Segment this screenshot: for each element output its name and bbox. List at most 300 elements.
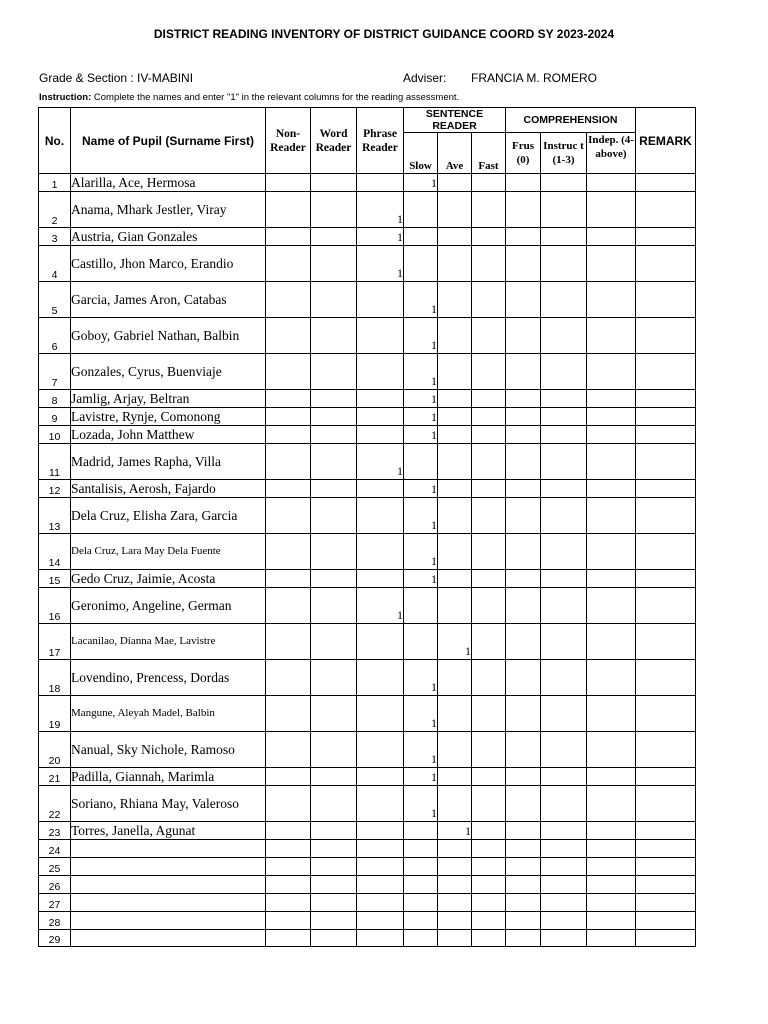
header-fast: Fast <box>472 133 506 174</box>
pupil-name: Anama, Mhark Jestler, Viray <box>71 192 266 228</box>
cell-slow <box>404 822 438 840</box>
cell-remark <box>636 174 696 192</box>
cell-frus <box>506 444 541 480</box>
cell-instruc <box>541 840 587 858</box>
cell-phrase-reader: 1 <box>357 228 404 246</box>
cell-fast <box>472 696 506 732</box>
row-number: 15 <box>39 570 71 588</box>
cell-slow: 1 <box>404 534 438 570</box>
table-row <box>39 354 696 390</box>
row-number: 28 <box>39 912 71 930</box>
cell-indep <box>587 894 636 912</box>
header-sentence-reader: SENTENCE READER <box>404 108 506 133</box>
cell-fast <box>472 408 506 426</box>
cell-fast <box>472 930 506 947</box>
cell-phrase-reader <box>357 426 404 444</box>
cell-ave <box>438 786 472 822</box>
cell-instruc <box>541 732 587 768</box>
cell-word-reader <box>311 768 357 786</box>
cell-phrase-reader <box>357 822 404 840</box>
cell-ave <box>438 660 472 696</box>
table-row <box>39 318 696 354</box>
cell-fast <box>472 246 506 282</box>
cell-non-reader <box>266 282 311 318</box>
pupil-name <box>71 840 266 858</box>
cell-fast <box>472 786 506 822</box>
cell-word-reader <box>311 318 357 354</box>
cell-indep <box>587 840 636 858</box>
cell-ave <box>438 246 472 282</box>
cell-slow: 1 <box>404 660 438 696</box>
cell-instruc <box>541 390 587 408</box>
cell-ave <box>438 858 472 876</box>
cell-frus <box>506 876 541 894</box>
cell-phrase-reader <box>357 174 404 192</box>
cell-slow <box>404 192 438 228</box>
pupil-name: Lacanilao, Dianna Mae, Lavistre <box>71 624 266 660</box>
cell-slow <box>404 246 438 282</box>
cell-indep <box>587 786 636 822</box>
cell-non-reader <box>266 732 311 768</box>
cell-slow: 1 <box>404 768 438 786</box>
cell-fast <box>472 318 506 354</box>
cell-slow: 1 <box>404 426 438 444</box>
table-row <box>39 390 696 408</box>
pupil-name: Austria, Gian Gonzales <box>71 228 266 246</box>
cell-phrase-reader <box>357 354 404 390</box>
cell-ave <box>438 768 472 786</box>
cell-ave <box>438 912 472 930</box>
cell-non-reader <box>266 840 311 858</box>
cell-non-reader <box>266 660 311 696</box>
header-comprehension: COMPREHENSION <box>506 108 636 133</box>
table-row <box>39 228 696 246</box>
table-row <box>39 768 696 786</box>
table-row <box>39 732 696 768</box>
cell-slow <box>404 624 438 660</box>
cell-phrase-reader <box>357 768 404 786</box>
cell-remark <box>636 282 696 318</box>
cell-phrase-reader <box>357 732 404 768</box>
cell-indep <box>587 696 636 732</box>
cell-non-reader <box>266 390 311 408</box>
cell-word-reader <box>311 876 357 894</box>
cell-remark <box>636 426 696 444</box>
cell-non-reader <box>266 174 311 192</box>
header-indep: Indep. (4-above) <box>587 133 636 174</box>
pupil-name: Geronimo, Angeline, German <box>71 588 266 624</box>
cell-fast <box>472 768 506 786</box>
cell-frus <box>506 480 541 498</box>
cell-phrase-reader <box>357 624 404 660</box>
row-number: 16 <box>39 588 71 624</box>
table-row <box>39 696 696 732</box>
cell-frus <box>506 822 541 840</box>
row-number: 25 <box>39 858 71 876</box>
cell-indep <box>587 408 636 426</box>
cell-instruc <box>541 228 587 246</box>
cell-word-reader <box>311 624 357 660</box>
cell-fast <box>472 822 506 840</box>
cell-remark <box>636 246 696 282</box>
cell-slow <box>404 930 438 947</box>
cell-remark <box>636 786 696 822</box>
table-row <box>39 876 696 894</box>
cell-fast <box>472 876 506 894</box>
cell-fast <box>472 840 506 858</box>
cell-remark <box>636 876 696 894</box>
cell-instruc <box>541 894 587 912</box>
cell-remark <box>636 480 696 498</box>
table-row <box>39 840 696 858</box>
cell-frus <box>506 426 541 444</box>
cell-word-reader <box>311 246 357 282</box>
table-row <box>39 894 696 912</box>
cell-remark <box>636 570 696 588</box>
cell-instruc <box>541 768 587 786</box>
cell-indep <box>587 426 636 444</box>
cell-instruc <box>541 660 587 696</box>
cell-ave <box>438 840 472 858</box>
cell-fast <box>472 498 506 534</box>
cell-word-reader <box>311 282 357 318</box>
pupil-name: Goboy, Gabriel Nathan, Balbin <box>71 318 266 354</box>
cell-fast <box>472 912 506 930</box>
header-phrase-reader: Phrase Reader <box>357 108 404 174</box>
cell-frus <box>506 930 541 947</box>
cell-ave <box>438 228 472 246</box>
pupil-name <box>71 876 266 894</box>
cell-remark <box>636 318 696 354</box>
cell-fast <box>472 390 506 408</box>
cell-phrase-reader <box>357 318 404 354</box>
cell-fast <box>472 354 506 390</box>
header-non-reader: Non-Reader <box>266 108 311 174</box>
pupil-name: Nanual, Sky Nichole, Ramoso <box>71 732 266 768</box>
cell-remark <box>636 768 696 786</box>
cell-frus <box>506 624 541 660</box>
grade-section-label: Grade & Section : IV-MABINI <box>39 71 194 85</box>
cell-ave <box>438 480 472 498</box>
cell-frus <box>506 174 541 192</box>
cell-word-reader <box>311 858 357 876</box>
cell-slow: 1 <box>404 732 438 768</box>
cell-non-reader <box>266 534 311 570</box>
row-number: 14 <box>39 534 71 570</box>
pupil-name: Alarilla, Ace, Hermosa <box>71 174 266 192</box>
table-row <box>39 858 696 876</box>
cell-fast <box>472 426 506 444</box>
header-frus: Frus (0) <box>506 133 541 174</box>
cell-slow: 1 <box>404 318 438 354</box>
cell-word-reader <box>311 696 357 732</box>
header-slow: Slow <box>404 133 438 174</box>
row-number: 7 <box>39 354 71 390</box>
cell-fast <box>472 624 506 660</box>
cell-slow: 1 <box>404 408 438 426</box>
cell-remark <box>636 912 696 930</box>
cell-word-reader <box>311 930 357 947</box>
table-row <box>39 444 696 480</box>
table-row <box>39 282 696 318</box>
table-row <box>39 192 696 228</box>
cell-non-reader <box>266 822 311 840</box>
row-number: 29 <box>39 930 71 947</box>
row-number: 27 <box>39 894 71 912</box>
pupil-name <box>71 858 266 876</box>
cell-indep <box>587 876 636 894</box>
cell-remark <box>636 732 696 768</box>
cell-non-reader <box>266 480 311 498</box>
cell-non-reader <box>266 228 311 246</box>
cell-word-reader <box>311 498 357 534</box>
header-word-reader: Word Reader <box>311 108 357 174</box>
cell-remark <box>636 624 696 660</box>
cell-frus <box>506 768 541 786</box>
cell-frus <box>506 282 541 318</box>
pupil-name: Dela Cruz, Lara May Dela Fuente <box>71 534 266 570</box>
cell-non-reader <box>266 876 311 894</box>
cell-instruc <box>541 912 587 930</box>
row-number: 26 <box>39 876 71 894</box>
cell-ave <box>438 894 472 912</box>
cell-indep <box>587 444 636 480</box>
pupil-name: Torres, Janella, Agunat <box>71 822 266 840</box>
cell-frus <box>506 534 541 570</box>
cell-frus <box>506 588 541 624</box>
cell-phrase-reader: 1 <box>357 192 404 228</box>
cell-ave <box>438 696 472 732</box>
cell-fast <box>472 444 506 480</box>
cell-indep <box>587 228 636 246</box>
cell-non-reader <box>266 588 311 624</box>
table-row <box>39 174 696 192</box>
cell-slow: 1 <box>404 480 438 498</box>
cell-ave <box>438 282 472 318</box>
row-number: 17 <box>39 624 71 660</box>
pupil-name: Lozada, John Matthew <box>71 426 266 444</box>
instruction-line <box>39 92 459 103</box>
cell-ave <box>438 444 472 480</box>
table-row <box>39 786 696 822</box>
table-row <box>39 246 696 282</box>
cell-instruc <box>541 624 587 660</box>
cell-slow <box>404 858 438 876</box>
cell-slow: 1 <box>404 696 438 732</box>
cell-remark <box>636 354 696 390</box>
cell-instruc <box>541 570 587 588</box>
document-title: DISTRICT READING INVENTORY OF DISTRICT GUIDANCE COORD SY 2023-2024 <box>153 27 615 41</box>
cell-instruc <box>541 354 587 390</box>
table-row <box>39 426 696 444</box>
cell-indep <box>587 390 636 408</box>
pupil-name: Padilla, Giannah, Marimla <box>71 768 266 786</box>
pupil-name: Santalisis, Aerosh, Fajardo <box>71 480 266 498</box>
cell-ave: 1 <box>438 822 472 840</box>
cell-instruc <box>541 174 587 192</box>
cell-instruc <box>541 822 587 840</box>
row-number: 21 <box>39 768 71 786</box>
cell-indep <box>587 822 636 840</box>
table-row <box>39 480 696 498</box>
cell-ave <box>438 192 472 228</box>
cell-word-reader <box>311 786 357 822</box>
cell-slow: 1 <box>404 174 438 192</box>
row-number: 9 <box>39 408 71 426</box>
pupil-name: Lovendino, Prencess, Dordas <box>71 660 266 696</box>
cell-word-reader <box>311 840 357 858</box>
cell-word-reader <box>311 480 357 498</box>
cell-instruc <box>541 588 587 624</box>
cell-phrase-reader <box>357 480 404 498</box>
cell-frus <box>506 786 541 822</box>
cell-instruc <box>541 318 587 354</box>
cell-slow <box>404 840 438 858</box>
cell-frus <box>506 912 541 930</box>
cell-frus <box>506 732 541 768</box>
table-row <box>39 624 696 660</box>
row-number: 19 <box>39 696 71 732</box>
cell-non-reader <box>266 894 311 912</box>
cell-ave <box>438 930 472 947</box>
cell-phrase-reader <box>357 570 404 588</box>
cell-non-reader <box>266 354 311 390</box>
table-row <box>39 534 696 570</box>
table-row <box>39 660 696 696</box>
cell-word-reader <box>311 444 357 480</box>
cell-ave: 1 <box>438 624 472 660</box>
cell-phrase-reader <box>357 390 404 408</box>
cell-word-reader <box>311 588 357 624</box>
cell-ave <box>438 408 472 426</box>
row-number: 4 <box>39 246 71 282</box>
cell-ave <box>438 498 472 534</box>
header-name: Name of Pupil (Surname First) <box>71 108 266 174</box>
cell-phrase-reader <box>357 534 404 570</box>
cell-phrase-reader <box>357 408 404 426</box>
cell-phrase-reader <box>357 660 404 696</box>
pupil-name: Madrid, James Rapha, Villa <box>71 444 266 480</box>
pupil-name <box>71 894 266 912</box>
row-number: 6 <box>39 318 71 354</box>
cell-indep <box>587 570 636 588</box>
cell-word-reader <box>311 354 357 390</box>
row-number: 24 <box>39 840 71 858</box>
cell-ave <box>438 732 472 768</box>
cell-indep <box>587 318 636 354</box>
row-number: 3 <box>39 228 71 246</box>
table-row <box>39 588 696 624</box>
cell-slow <box>404 876 438 894</box>
row-number: 20 <box>39 732 71 768</box>
row-number: 10 <box>39 426 71 444</box>
cell-remark <box>636 696 696 732</box>
cell-phrase-reader: 1 <box>357 444 404 480</box>
cell-remark <box>636 390 696 408</box>
cell-ave <box>438 390 472 408</box>
pupil-name <box>71 912 266 930</box>
cell-instruc <box>541 192 587 228</box>
cell-non-reader <box>266 192 311 228</box>
row-number: 11 <box>39 444 71 480</box>
cell-indep <box>587 588 636 624</box>
cell-remark <box>636 660 696 696</box>
cell-indep <box>587 534 636 570</box>
cell-ave <box>438 318 472 354</box>
table-row <box>39 822 696 840</box>
cell-word-reader <box>311 570 357 588</box>
cell-fast <box>472 894 506 912</box>
cell-word-reader <box>311 390 357 408</box>
table-row <box>39 498 696 534</box>
cell-phrase-reader: 1 <box>357 588 404 624</box>
cell-non-reader <box>266 498 311 534</box>
cell-fast <box>472 660 506 696</box>
cell-frus <box>506 660 541 696</box>
cell-indep <box>587 282 636 318</box>
cell-indep <box>587 912 636 930</box>
pupil-rows <box>39 174 696 947</box>
cell-remark <box>636 894 696 912</box>
cell-non-reader <box>266 696 311 732</box>
cell-instruc <box>541 534 587 570</box>
row-number: 5 <box>39 282 71 318</box>
cell-ave <box>438 354 472 390</box>
cell-slow: 1 <box>404 498 438 534</box>
cell-indep <box>587 174 636 192</box>
cell-frus <box>506 246 541 282</box>
header-ave: Ave <box>438 133 472 174</box>
cell-non-reader <box>266 930 311 947</box>
pupil-name: Castillo, Jhon Marco, Erandio <box>71 246 266 282</box>
cell-word-reader <box>311 174 357 192</box>
cell-instruc <box>541 858 587 876</box>
cell-ave <box>438 588 472 624</box>
cell-instruc <box>541 480 587 498</box>
table-row <box>39 570 696 588</box>
cell-word-reader <box>311 822 357 840</box>
cell-instruc <box>541 498 587 534</box>
cell-word-reader <box>311 660 357 696</box>
cell-slow: 1 <box>404 786 438 822</box>
cell-slow <box>404 894 438 912</box>
cell-non-reader <box>266 570 311 588</box>
cell-indep <box>587 498 636 534</box>
row-number: 22 <box>39 786 71 822</box>
pupil-name: Gedo Cruz, Jaimie, Acosta <box>71 570 266 588</box>
cell-word-reader <box>311 732 357 768</box>
cell-ave <box>438 876 472 894</box>
cell-non-reader <box>266 768 311 786</box>
cell-slow <box>404 444 438 480</box>
cell-frus <box>506 192 541 228</box>
cell-indep <box>587 480 636 498</box>
cell-fast <box>472 192 506 228</box>
instruction-text: Complete the names and enter "1" in the relevant columns for the reading assessment. <box>91 92 460 103</box>
cell-ave <box>438 426 472 444</box>
cell-non-reader <box>266 912 311 930</box>
cell-frus <box>506 840 541 858</box>
cell-frus <box>506 570 541 588</box>
cell-slow: 1 <box>404 570 438 588</box>
cell-fast <box>472 858 506 876</box>
pupil-name <box>71 930 266 947</box>
pupil-name: Dela Cruz, Elisha Zara, Garcia <box>71 498 266 534</box>
cell-ave <box>438 174 472 192</box>
cell-remark <box>636 408 696 426</box>
cell-slow <box>404 912 438 930</box>
cell-slow: 1 <box>404 282 438 318</box>
